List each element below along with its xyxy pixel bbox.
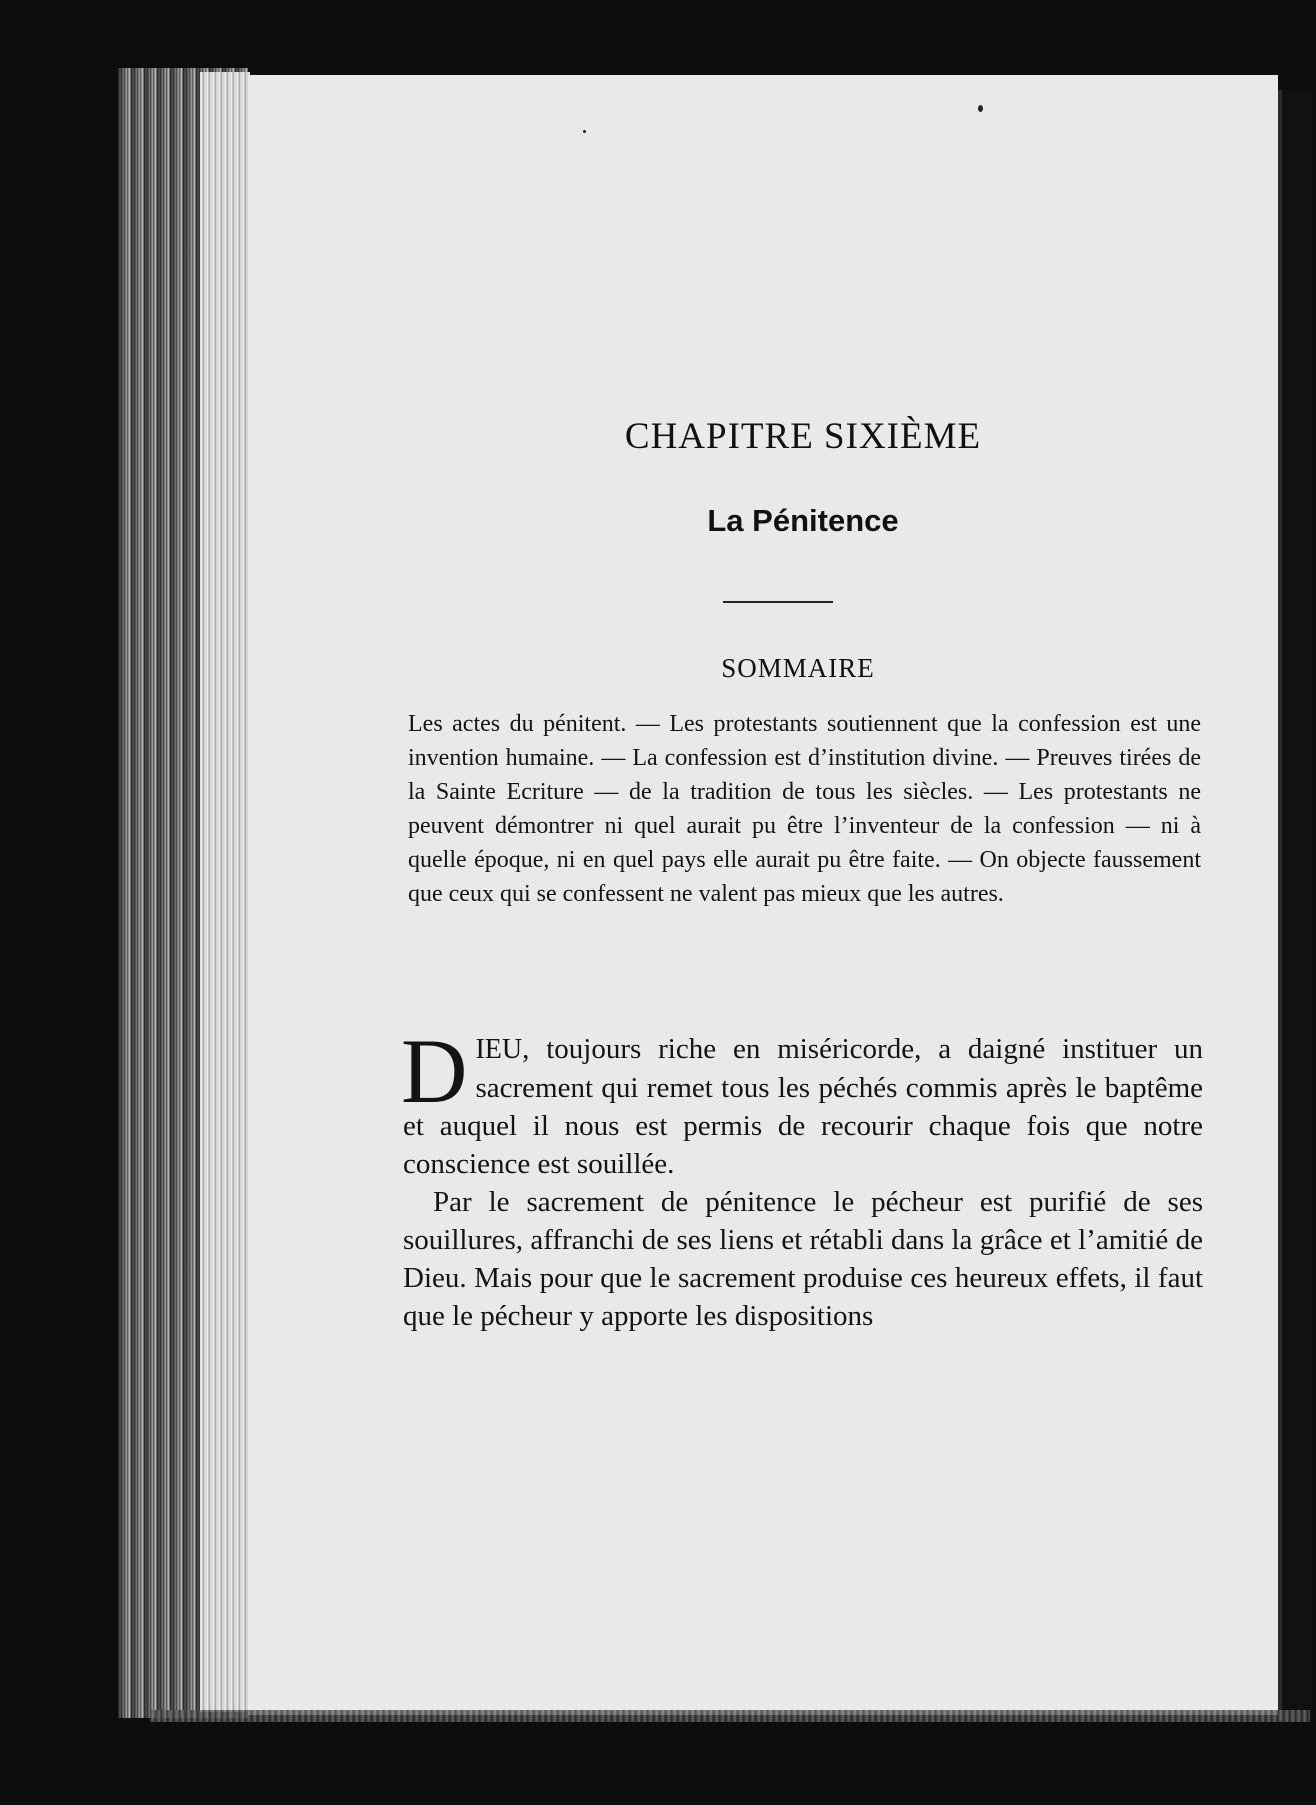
body-paragraph-1	[401, 1020, 1203, 1183]
chapter-heading: CHAPITRE SIXIÈME	[624, 416, 982, 457]
body-paragraph-1-text: , toujours riche en miséricorde, a daigné instituer un sacrement qui remet tous les péchés commis après le baptême et auquel il nous est permis de recourir chaque fois que notre conscience est souillée.	[403, 1033, 1203, 1180]
section-divider	[723, 601, 833, 603]
drop-cap: D	[401, 1020, 468, 1122]
summary-heading: SOMMAIRE	[721, 653, 875, 683]
print-speck	[583, 130, 586, 133]
print-speck	[978, 105, 983, 112]
chapter-title: La Pénitence	[707, 503, 899, 538]
body-paragraph-2: Par le sacrement de pénitence le pécheur est purifié de ses souillures, affranchi de ses liens et rétabli dans la grâce et l’amitié de Dieu. Mais pour que le sacrement produise ces heureux effets, il faut que le pécheur y apporte les dispositions	[403, 1186, 1203, 1332]
summary-text: Les actes du pénitent. — Les protestants soutiennent que la confession est une invention humaine. — La confession est d’institution divine. — Preuves tirées de la Sainte Ecriture — de la tradition de tous les siècles. — Les protestants ne peuvent démontrer ni quel aurait pu être l’inventeur de la confession — ni à quelle époque, ni en quel pays elle aurait pu être faite. — On objecte faussement que ceux qui se confessent ne valent pas mieux que les autres.	[408, 711, 1201, 907]
body-text	[401, 1020, 1203, 1335]
page-content	[248, 75, 1278, 1715]
book-page-edge-right	[1278, 90, 1312, 1720]
book-gutter	[200, 72, 250, 1712]
opening-small-caps: IEU	[475, 1034, 523, 1065]
